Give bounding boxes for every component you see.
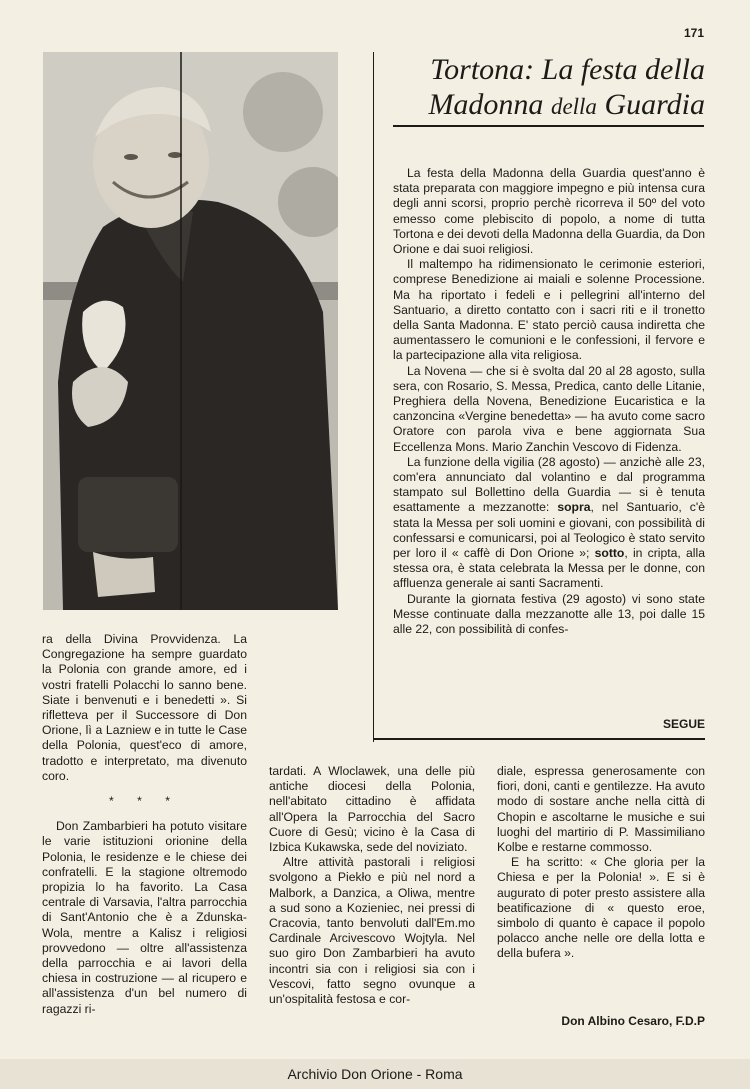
author-signature: Don Albino Cesaro, F.D.P [561,1014,705,1028]
main-paragraph-4-a: La funzione della vigilia (28 agosto) — anzichè alle 23, com'era annunciato dal volantino e dal programma stampato sul Bollettino della Guardia — si è tenuta esattamente a mezzanotte: [393,454,705,515]
title-line-1: Tortona: La festa della [430,53,705,86]
main-paragraph-4-bold-sotto: sotto [594,546,625,561]
main-paragraph-2: Il maltempo ha ridimensionato le cerimonie esteriori, comprese Benedizione ai maiali e solenne Processione. Ma ha riportato i fedeli e i pellegrini all'interno del Santuario, a diretto contatto con i sacri riti e il tronetto della Santa Madonna. E' stato perciò causa indiretta che aumentassero le comunioni e le confessioni, il fervore e la partecipazione alla vita religiosa. [393,257,705,363]
portrait-photo [43,52,338,610]
middle-paragraph-2: Altre attività pastorali i religiosi svolgono a Piekło e più nel nord a Malbork, a Danzica, a Oliwa, mentre a sud sono a Kozieniec, nei pressi di Cracovia, tanto benvoluti dall'Em.mo Cardinale Arcivescovo Wojtyla. Nel suo giro Don Zambarbieri ha avuto incontri sia con i religiosi sia con i Vescovi, fatto segno ovunque a un'ospitalità festosa e cor- [269,855,475,1007]
main-paragraph-4-b: , nel Santuario, c'è stata la Messa per soli uomini e giovani, con possibilità di confessarsi e comunicarsi, poi al Teologico è stato servito per loro il « caffè di Don Orione »; [393,500,705,561]
left-column [42,632,247,1017]
main-paragraph-5: Durante la giornata festiva (29 agosto) vi sono state Messe continuate dalla mezzanotte alle 13, poi dalle 15 alle 22, con possibilità di confes- [393,591,705,637]
middle-paragraph-1: tardati. A Wloclawek, una delle più antiche diocesi della Polonia, nell'abitato cittadino è affidata all'Opera la Parrocchia del Sacro Cuore di Gesù; vicino è la Casa di Izbica Kukawska, sede del noviziato. [269,764,475,855]
main-paragraph-4-c: , in cripta, alla stessa ora, è stata celebrata la Messa per le donne, con affluenza generale ai santi Sacramenti. [393,546,705,591]
archive-footer: Archivio Don Orione - Roma [0,1059,750,1089]
continued-label: SEGUE [662,717,705,731]
right-paragraph-2: E ha scritto: « Che gloria per la Chiesa e per la Polonia! ». E si è augurato di poter presto assistere alla beatificazione di « questo eroe, simbolo di quanto è capace il popolo polacco anche nelle ore della lotta e della bufera ». [497,855,705,961]
article-title [393,52,705,124]
section-break-stars: * * * [108,794,180,809]
title-line-2-b: della [550,94,597,119]
page-number: 171 [683,26,704,40]
main-paragraph-3: La Novena — che si è svolta dal 20 al 28 agosto, sulla sera, con Rosario, S. Messa, Predica, canto delle Litanie, Preghiera della Novena, Benedizione Eucaristica e la canzoncina «Vergine benedetta» — ha avuto come sacro Oratore con parola viva e bene aggiornata Sua Eccellenza Mons. Mario Zanchin Vescovo di Fidenza. [393,363,705,454]
title-underline [393,125,704,127]
title-line-2-a: Madonna [428,88,551,121]
main-paragraph-4 [393,455,705,592]
middle-column [269,764,475,1007]
title-line-2-c: Guardia [596,88,705,121]
left-paragraph-2: Don Zambarbieri ha potuto visitare le varie istituzioni orionine della Polonia, le residenze e le chiese dei confratelli. E la stagione oltremodo propizia lo ha favorito. La Casa centrale di Varsavia, l'altra parrocchia di Sant'Antonio che è a Zdunska-Wola, mentre a Kalisz i religiosi provvedono — oltre all'assistenza della parrocchia e ai lavori della chiesa in costruzione — al ricupero e all'assistenza d'un bel numero di ragazzi ri- [42,819,247,1016]
right-column [497,764,705,962]
left-paragraph-1: ra della Divina Provvidenza. La Congregazione ha sempre guardato la Polonia con grande amore, ed i vostri fratelli Polacchi lo sanno bene. Siate i benvenuti e i benedetti ». Si rifletteva per il Successore di Don Orione, lì a Lazniew e in tutte le Case della Polonia, quest'eco di amore, tradotto e interpretato, ma divenuto coro. [42,632,247,783]
article-bottom-rule [373,738,705,740]
right-paragraph-1: diale, espressa generosamente con fiori, doni, canti e gentilezze. Ha avuto modo di sostare anche nella città di Chopin e ascoltarne le musiche e sui luoghi del martirio di P. Massimiliano Kolbe e restarne commosso. [497,764,705,855]
column-divider [373,52,374,742]
main-paragraph-4-bold-sopra: sopra [557,500,591,515]
main-article [393,166,705,637]
portrait-illustration [43,52,338,610]
main-paragraph-1: La festa della Madonna della Guardia quest'anno è stata preparata con maggiore impegno e più intensa cura degli anni scorsi, proprio perchè ricorreva il 50º del voto emesso come plebiscito di popolo, a nome di tutta Tortona e dei devoti della Madonna della Guardia, da Don Orione e dai suoi religiosi. [393,166,705,257]
